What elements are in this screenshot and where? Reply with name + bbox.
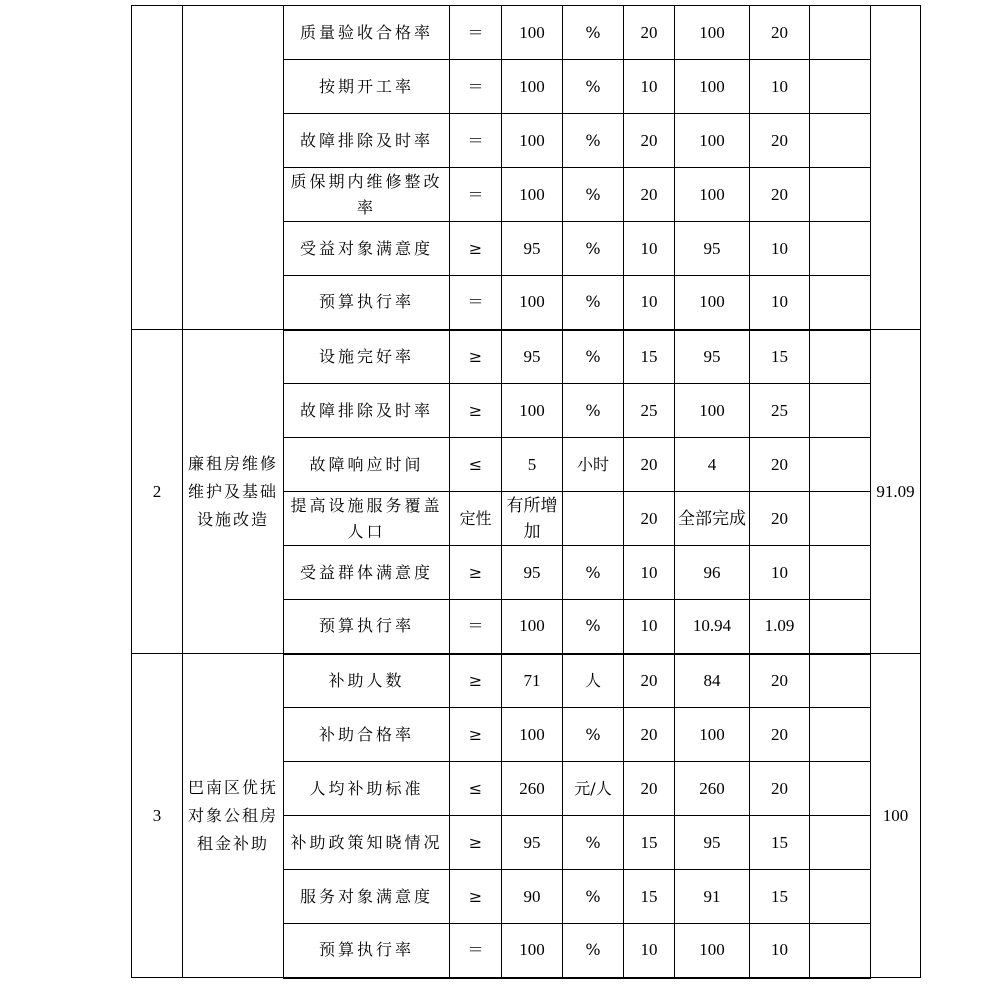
blank-cell	[810, 708, 871, 762]
indicator-cell: 故障排除及时率	[284, 114, 450, 168]
actual-value-cell: 95	[675, 330, 750, 384]
project-score-cell	[871, 6, 921, 330]
project-name-cell: 廉租房维修维护及基础设施改造	[183, 330, 284, 654]
weight-cell: 20	[624, 762, 675, 816]
weight-cell: 15	[624, 870, 675, 924]
target-value-cell: 90	[502, 870, 563, 924]
indicator-score-cell: 1.09	[750, 600, 810, 654]
target-value-cell: 100	[502, 708, 563, 762]
weight-cell: 20	[624, 492, 675, 546]
indicator-score-cell: 20	[750, 708, 810, 762]
actual-value-cell: 100	[675, 708, 750, 762]
blank-cell	[810, 816, 871, 870]
indicator-cell: 提高设施服务覆盖人口	[284, 492, 450, 546]
indicator-score-cell: 15	[750, 330, 810, 384]
unit-cell: 小时	[563, 438, 624, 492]
actual-value-cell: 100	[675, 114, 750, 168]
target-value-cell: 71	[502, 654, 563, 708]
blank-cell	[810, 168, 871, 222]
actual-value-cell: 96	[675, 546, 750, 600]
indicator-cell: 质量验收合格率	[284, 6, 450, 60]
target-value-cell: 100	[502, 384, 563, 438]
blank-cell	[810, 330, 871, 384]
operator-cell: ≥	[450, 330, 502, 384]
blank-cell	[810, 546, 871, 600]
indicator-score-cell: 20	[750, 492, 810, 546]
target-value-cell: 95	[502, 546, 563, 600]
weight-cell: 10	[624, 600, 675, 654]
target-value-cell: 100	[502, 6, 563, 60]
indicator-cell: 补助合格率	[284, 708, 450, 762]
blank-cell	[810, 870, 871, 924]
indicator-score-cell: 15	[750, 870, 810, 924]
blank-cell	[810, 600, 871, 654]
project-number-cell: 2	[132, 330, 183, 654]
operator-cell: ≥	[450, 654, 502, 708]
indicator-score-cell: 20	[750, 762, 810, 816]
operator-cell: ≥	[450, 870, 502, 924]
weight-cell: 15	[624, 330, 675, 384]
blank-cell	[810, 438, 871, 492]
blank-cell	[810, 222, 871, 276]
unit-cell	[563, 492, 624, 546]
blank-cell	[810, 114, 871, 168]
actual-value-cell: 95	[675, 816, 750, 870]
target-value-cell: 有所增加	[502, 492, 563, 546]
performance-table	[131, 5, 921, 979]
indicator-cell: 受益对象满意度	[284, 222, 450, 276]
actual-value-cell: 95	[675, 222, 750, 276]
weight-cell: 20	[624, 114, 675, 168]
table-row	[132, 654, 921, 708]
operator-cell: ＝	[450, 600, 502, 654]
weight-cell: 20	[624, 438, 675, 492]
weight-cell: 10	[624, 60, 675, 114]
weight-cell: 20	[624, 168, 675, 222]
indicator-cell: 故障响应时间	[284, 438, 450, 492]
operator-cell: ＝	[450, 60, 502, 114]
unit-cell: %	[563, 546, 624, 600]
weight-cell: 25	[624, 384, 675, 438]
project-number-cell	[132, 6, 183, 330]
unit-cell: %	[563, 816, 624, 870]
indicator-cell: 补助政策知晓情况	[284, 816, 450, 870]
blank-cell	[810, 492, 871, 546]
project-number-cell: 3	[132, 654, 183, 978]
indicator-score-cell: 20	[750, 114, 810, 168]
weight-cell: 20	[624, 708, 675, 762]
unit-cell: %	[563, 60, 624, 114]
operator-cell: 定性	[450, 492, 502, 546]
blank-cell	[810, 762, 871, 816]
indicator-cell: 预算执行率	[284, 924, 450, 978]
unit-cell: 元/人	[563, 762, 624, 816]
operator-cell: ＝	[450, 276, 502, 330]
actual-value-cell: 4	[675, 438, 750, 492]
table-row	[132, 330, 921, 384]
indicator-cell: 补助人数	[284, 654, 450, 708]
target-value-cell: 95	[502, 222, 563, 276]
blank-cell	[810, 276, 871, 330]
weight-cell: 10	[624, 924, 675, 978]
unit-cell: %	[563, 924, 624, 978]
indicator-score-cell: 20	[750, 168, 810, 222]
weight-cell: 20	[624, 6, 675, 60]
unit-cell: %	[563, 708, 624, 762]
weight-cell: 20	[624, 654, 675, 708]
operator-cell: ≤	[450, 438, 502, 492]
actual-value-cell: 100	[675, 60, 750, 114]
operator-cell: ≥	[450, 222, 502, 276]
actual-value-cell: 全部完成	[675, 492, 750, 546]
indicator-score-cell: 15	[750, 816, 810, 870]
project-name-cell: 巴南区优抚对象公租房租金补助	[183, 654, 284, 978]
actual-value-cell: 100	[675, 6, 750, 60]
actual-value-cell: 100	[675, 276, 750, 330]
target-value-cell: 100	[502, 168, 563, 222]
operator-cell: ＝	[450, 924, 502, 978]
blank-cell	[810, 654, 871, 708]
indicator-cell: 设施完好率	[284, 330, 450, 384]
unit-cell: %	[563, 600, 624, 654]
unit-cell: 人	[563, 654, 624, 708]
actual-value-cell: 91	[675, 870, 750, 924]
indicator-cell: 故障排除及时率	[284, 384, 450, 438]
target-value-cell: 100	[502, 924, 563, 978]
indicator-cell: 质保期内维修整改率	[284, 168, 450, 222]
blank-cell	[810, 924, 871, 978]
weight-cell: 10	[624, 546, 675, 600]
blank-cell	[810, 384, 871, 438]
operator-cell: ＝	[450, 168, 502, 222]
actual-value-cell: 100	[675, 384, 750, 438]
blank-cell	[810, 60, 871, 114]
operator-cell: ＝	[450, 6, 502, 60]
indicator-score-cell: 25	[750, 384, 810, 438]
indicator-score-cell: 10	[750, 60, 810, 114]
indicator-cell: 按期开工率	[284, 60, 450, 114]
indicator-score-cell: 20	[750, 6, 810, 60]
indicator-cell: 服务对象满意度	[284, 870, 450, 924]
target-value-cell: 100	[502, 600, 563, 654]
target-value-cell: 95	[502, 330, 563, 384]
target-value-cell: 95	[502, 816, 563, 870]
project-score-cell: 100	[871, 654, 921, 978]
table-row	[132, 6, 921, 60]
target-value-cell: 100	[502, 276, 563, 330]
actual-value-cell: 10.94	[675, 600, 750, 654]
weight-cell: 10	[624, 276, 675, 330]
target-value-cell: 5	[502, 438, 563, 492]
project-name-cell	[183, 6, 284, 330]
indicator-cell: 预算执行率	[284, 600, 450, 654]
actual-value-cell: 260	[675, 762, 750, 816]
target-value-cell: 100	[502, 60, 563, 114]
indicator-cell: 受益群体满意度	[284, 546, 450, 600]
operator-cell: ≥	[450, 708, 502, 762]
weight-cell: 10	[624, 222, 675, 276]
operator-cell: ≥	[450, 384, 502, 438]
unit-cell: %	[563, 168, 624, 222]
blank-cell	[810, 6, 871, 60]
weight-cell: 15	[624, 816, 675, 870]
unit-cell: %	[563, 384, 624, 438]
unit-cell: %	[563, 6, 624, 60]
operator-cell: ≥	[450, 546, 502, 600]
indicator-score-cell: 20	[750, 438, 810, 492]
indicator-score-cell: 10	[750, 924, 810, 978]
indicator-score-cell: 10	[750, 276, 810, 330]
indicator-cell: 人均补助标准	[284, 762, 450, 816]
indicator-score-cell: 20	[750, 654, 810, 708]
actual-value-cell: 100	[675, 924, 750, 978]
target-value-cell: 100	[502, 114, 563, 168]
operator-cell: ≥	[450, 816, 502, 870]
unit-cell: %	[563, 870, 624, 924]
actual-value-cell: 100	[675, 168, 750, 222]
operator-cell: ＝	[450, 114, 502, 168]
indicator-score-cell: 10	[750, 546, 810, 600]
indicator-score-cell: 10	[750, 222, 810, 276]
unit-cell: %	[563, 276, 624, 330]
project-score-cell: 91.09	[871, 330, 921, 654]
target-value-cell: 260	[502, 762, 563, 816]
unit-cell: %	[563, 330, 624, 384]
unit-cell: %	[563, 222, 624, 276]
table-body	[132, 6, 921, 978]
indicator-cell: 预算执行率	[284, 276, 450, 330]
actual-value-cell: 84	[675, 654, 750, 708]
operator-cell: ≤	[450, 762, 502, 816]
unit-cell: %	[563, 114, 624, 168]
